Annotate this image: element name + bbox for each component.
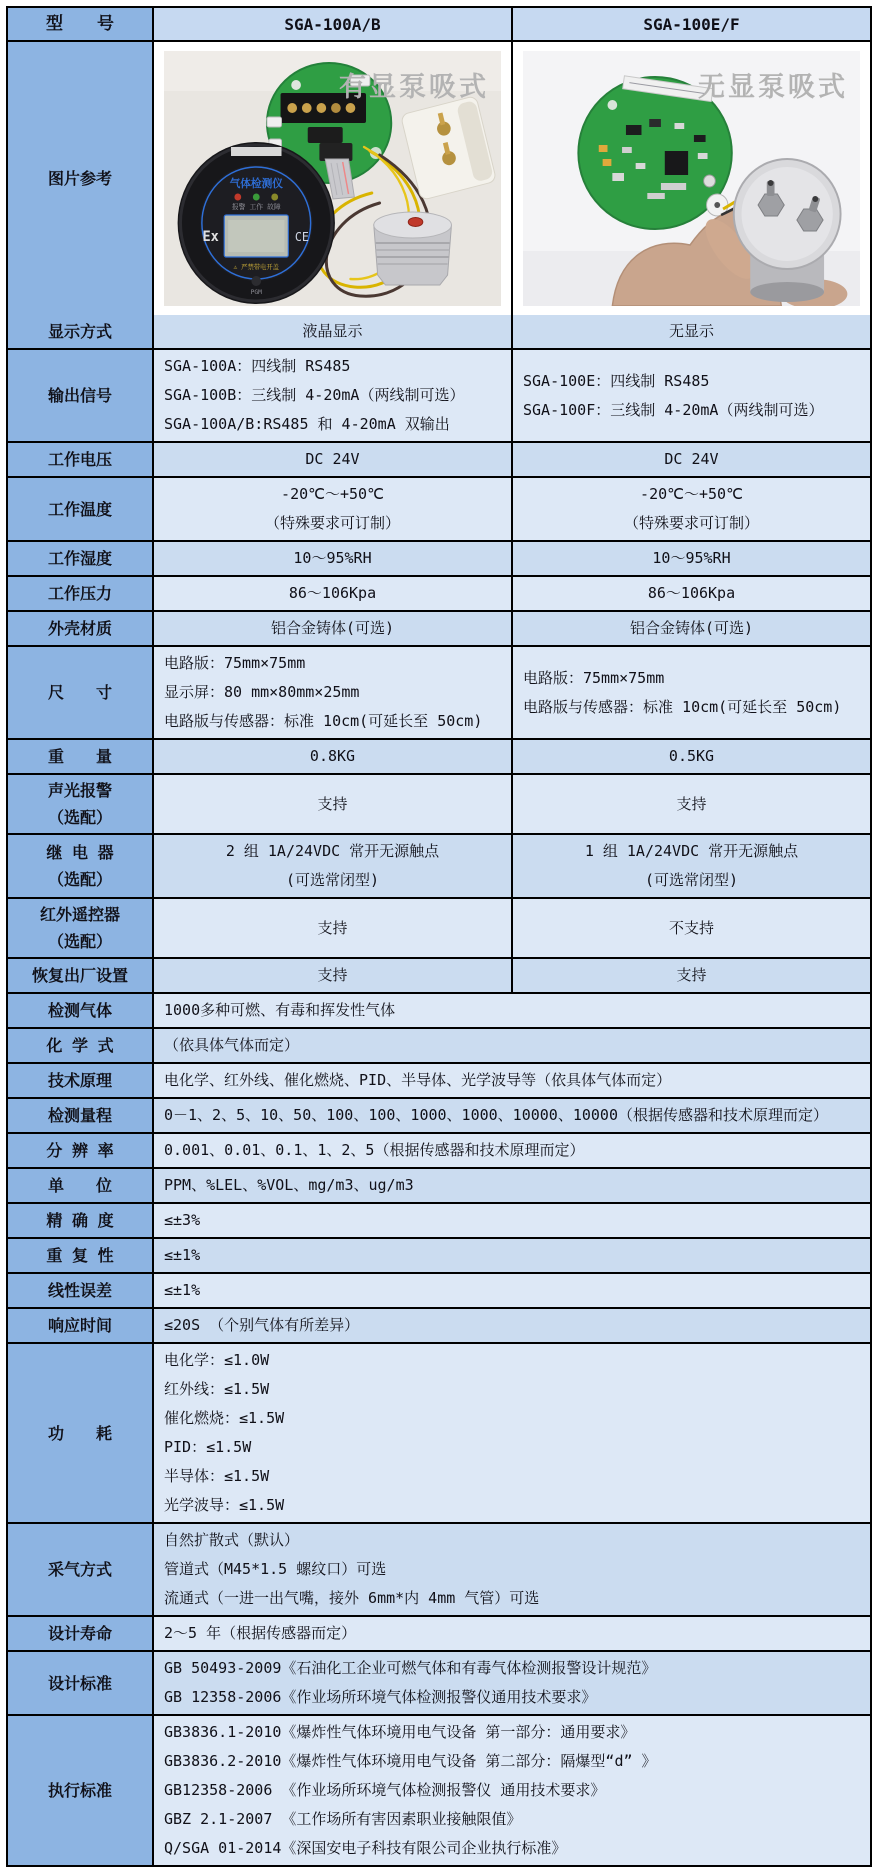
spec-row-working-voltage xyxy=(8,441,870,476)
cell-text: PID：≤1.5W xyxy=(164,1438,252,1456)
value-accuracy xyxy=(152,1204,870,1237)
value-response-time xyxy=(152,1309,870,1342)
cell-text: DC 24V xyxy=(664,450,719,468)
red-dot-icon xyxy=(408,218,423,227)
value-relay-left xyxy=(152,835,511,897)
cell-text: SGA-100F：三线制 4-20mA（两线制可选） xyxy=(523,400,824,419)
cell-text: 0.001、0.01、0.1、1、2、5（根据传感器和技术原理而定） xyxy=(164,1141,585,1159)
cell-text: 电化学：≤1.0W xyxy=(164,1351,270,1369)
value-output-signal-right xyxy=(511,350,870,441)
model-header-label xyxy=(8,8,152,40)
cell-text: 10～95%RH xyxy=(652,549,731,567)
product-photo-right xyxy=(523,51,860,306)
cell-text: 化 学 式 xyxy=(46,1036,114,1055)
cell-text: 单 位 xyxy=(47,1176,112,1195)
spec-row-unit xyxy=(8,1167,870,1202)
cell-text: 声光报警 xyxy=(47,781,112,800)
cell-text: 检测气体 xyxy=(47,1001,112,1020)
cell-text: 86～106Kpa xyxy=(288,584,377,602)
cell-text: 支持 xyxy=(676,794,707,813)
row-label-working-pressure xyxy=(8,577,152,610)
cell-text: 液晶显示 xyxy=(302,322,363,340)
cell-text: 线性误差 xyxy=(47,1281,112,1300)
spec-row-resolution xyxy=(8,1132,870,1167)
value-sound-light-alarm-right xyxy=(511,775,870,833)
pgm-button-icon xyxy=(251,276,261,286)
model-left-header xyxy=(152,8,511,40)
model-left-text: SGA-100A/B xyxy=(284,14,381,34)
value-weight-left xyxy=(152,740,511,773)
value-output-signal-left xyxy=(152,350,511,441)
cell-text: 电路版与传感器：标准 10cm(可延长至 50cm) xyxy=(523,697,842,716)
cell-text: GB 12358-2006《作业场所环境气体检测报警仪通用技术要求》 xyxy=(164,1688,597,1706)
value-weight-right xyxy=(511,740,870,773)
value-power-consumption xyxy=(152,1344,870,1522)
cell-text: 催化燃烧：≤1.5W xyxy=(164,1409,285,1427)
value-detect-gas xyxy=(152,994,870,1027)
spec-row-working-pressure xyxy=(8,575,870,610)
cell-text: 红外线：≤1.5W xyxy=(164,1380,270,1398)
spec-row-factory-reset xyxy=(8,957,870,992)
cell-text: ≤±1% xyxy=(164,1246,201,1264)
cell-text: 重 复 性 xyxy=(46,1246,114,1265)
cell-text: 设计寿命 xyxy=(47,1624,112,1643)
row-label-shell-material xyxy=(8,612,152,645)
cell-text: 响应时间 xyxy=(47,1316,112,1335)
value-dimensions-left xyxy=(152,647,511,738)
row-label-design-standard xyxy=(8,1652,152,1714)
cell-text: 工作温度 xyxy=(47,499,112,519)
header-row xyxy=(8,8,870,40)
cell-text: （特殊要求可订制） xyxy=(623,514,759,532)
cell-text: 红外遥控器 xyxy=(39,905,120,924)
row-label-unit xyxy=(8,1169,152,1202)
detector-screen-title: 气体检测仪 xyxy=(229,176,283,191)
spec-row-detect-gas xyxy=(8,992,870,1027)
cell-text: 显示方式 xyxy=(47,322,112,341)
cell-text: GB3836.2-2010《爆炸性气体环境用电气设备 第二部分：隔爆型“d” 》 xyxy=(164,1752,657,1770)
cell-text: 0.5KG xyxy=(668,747,715,765)
value-relay-right xyxy=(511,835,870,897)
spec-row-tech-principle xyxy=(8,1062,870,1097)
spec-row-sampling-method xyxy=(8,1522,870,1615)
cell-text: 工作湿度 xyxy=(47,549,112,568)
cell-text: 支持 xyxy=(317,966,348,984)
cell-text: 10～95%RH xyxy=(293,549,372,567)
detector-face-icon xyxy=(178,142,335,304)
cell-text: 重 量 xyxy=(47,747,112,766)
cell-text: 继 电 器 xyxy=(46,843,114,862)
model-right-header xyxy=(511,8,870,40)
sensor-cylinder-left-icon xyxy=(374,212,452,285)
spec-row-ir-remote xyxy=(8,897,870,957)
cell-text: 管道式（M45*1.5 螺纹口）可选 xyxy=(164,1560,387,1578)
cell-text: 铝合金铸体(可选) xyxy=(270,619,395,637)
spec-row-response-time xyxy=(8,1307,870,1342)
cell-text: 外壳材质 xyxy=(47,619,112,638)
cell-text: 0.8KG xyxy=(309,747,356,765)
spec-row-execution-standard xyxy=(8,1714,870,1865)
value-design-life xyxy=(152,1617,870,1650)
row-label-sound-light-alarm xyxy=(8,775,152,833)
row-label-working-temperature xyxy=(8,478,152,540)
work-led-icon xyxy=(253,194,260,201)
row-label-weight xyxy=(8,740,152,773)
cell-text: -20℃～+50℃ xyxy=(640,485,743,503)
value-resolution xyxy=(152,1134,870,1167)
value-dimensions-right xyxy=(511,647,870,738)
cell-text: ≤20S （个别气体有所差异） xyxy=(164,1316,360,1334)
cell-text: DC 24V xyxy=(305,450,360,468)
spec-row-dimensions xyxy=(8,645,870,738)
value-sampling-method xyxy=(152,1524,870,1615)
cell-text: 2 组 1A/24VDC 常开无源触点 xyxy=(225,842,440,860)
value-ir-remote-left xyxy=(152,899,511,957)
cell-text: 电化学、红外线、催化燃烧、PID、半导体、光学波导等（依具体气体而定） xyxy=(164,1071,672,1089)
ce-mark: CE xyxy=(294,229,309,245)
cell-text: 流通式（一进一出气嘴，接外 6mm*内 4mm 气管）可选 xyxy=(164,1589,540,1607)
spec-row-repeatability xyxy=(8,1237,870,1272)
value-working-temperature-left xyxy=(152,478,511,540)
row-label-dimensions xyxy=(8,647,152,738)
model-right-text: SGA-100E/F xyxy=(643,14,740,34)
cell-text: 检测量程 xyxy=(47,1106,112,1125)
value-chemical-formula xyxy=(152,1029,870,1062)
value-design-standard xyxy=(152,1652,870,1714)
value-ir-remote-right xyxy=(511,899,870,957)
chip-icon xyxy=(665,151,688,175)
spec-row-power-consumption xyxy=(8,1342,870,1522)
value-repeatability xyxy=(152,1239,870,1272)
cell-text: 支持 xyxy=(317,794,348,813)
cell-text: SGA-100E：四线制 RS485 xyxy=(523,371,710,390)
cell-text: 精 确 度 xyxy=(46,1211,114,1230)
value-factory-reset-right xyxy=(511,959,870,992)
row-label-linearity-error xyxy=(8,1274,152,1307)
cell-text: GBZ 2.1-2007 《工作场所有害因素职业接触限值》 xyxy=(164,1810,522,1828)
spec-row-display-mode xyxy=(8,315,870,348)
spec-row-design-standard xyxy=(8,1650,870,1714)
cell-text: 0－1、2、5、10、50、100、100、1000、1000、10000、10000（根据传感器和技术原理而定） xyxy=(164,1106,828,1124)
cell-text: GB3836.1-2010《爆炸性气体环境用电气设备 第一部分：通用要求》 xyxy=(164,1723,636,1741)
photo-cell-right xyxy=(511,42,870,315)
cell-text: （特殊要求可订制） xyxy=(264,514,400,532)
cell-text: PPM、%LEL、%VOL、mg/m3、ug/m3 xyxy=(164,1176,414,1194)
spec-row-weight xyxy=(8,738,870,773)
row-label-ir-remote xyxy=(8,899,152,957)
value-factory-reset-left xyxy=(152,959,511,992)
watermark-right: 无显泵吸式 xyxy=(698,72,848,102)
cell-text: 分 辨 率 xyxy=(46,1141,114,1160)
spec-row-output-signal xyxy=(8,348,870,441)
cell-text: 半导体：≤1.5W xyxy=(164,1467,270,1485)
cell-text: 不支持 xyxy=(668,918,714,937)
cell-text: (可选常闭型) xyxy=(644,871,739,889)
value-linearity-error xyxy=(152,1274,870,1307)
cell-text: 1000多种可燃、有毒和挥发性气体 xyxy=(164,1001,396,1019)
cell-text: 尺 寸 xyxy=(47,683,112,702)
value-detect-range xyxy=(152,1099,870,1132)
cell-text: ≤±3% xyxy=(164,1211,201,1229)
photo-row-label: 图片参考 xyxy=(8,42,152,315)
value-tech-principle xyxy=(152,1064,870,1097)
value-shell-material-left xyxy=(152,612,511,645)
cell-text: ≤±1% xyxy=(164,1281,201,1299)
cell-text: SGA-100A/B:RS485 和 4-20mA 双输出 xyxy=(164,415,450,433)
cell-text: 铝合金铸体(可选) xyxy=(629,619,754,637)
watermark-left: 有显泵吸式 xyxy=(339,72,489,102)
row-label-response-time xyxy=(8,1309,152,1342)
spec-row-chemical-formula xyxy=(8,1027,870,1062)
cell-text: 电路版：75mm×75mm xyxy=(523,668,665,687)
cell-text: 86～106Kpa xyxy=(647,584,736,602)
warning-text: ⚠ 严禁带电开盖 xyxy=(233,262,279,272)
spec-row-shell-material xyxy=(8,610,870,645)
cell-text: SGA-100A：四线制 RS485 xyxy=(164,357,351,375)
value-working-pressure-left xyxy=(152,577,511,610)
cell-text: （依具体气体而定） xyxy=(164,1036,300,1054)
row-label-factory-reset xyxy=(8,959,152,992)
spec-row-design-life xyxy=(8,1615,870,1650)
value-execution-standard xyxy=(152,1716,870,1865)
cell-text: 光学波导：≤1.5W xyxy=(164,1496,285,1514)
fault-led-icon xyxy=(271,194,278,201)
spec-row-working-humidity xyxy=(8,540,870,575)
cell-text: 设计标准 xyxy=(47,1673,112,1693)
spec-row-accuracy xyxy=(8,1202,870,1237)
row-label-tech-principle xyxy=(8,1064,152,1097)
spec-row-relay xyxy=(8,833,870,897)
cell-text: 2～5 年（根据传感器而定） xyxy=(164,1624,357,1642)
value-unit xyxy=(152,1169,870,1202)
value-working-voltage-right xyxy=(511,443,870,476)
cell-text: GB12358-2006 《作业场所环境气体检测报警仪 通用技术要求》 xyxy=(164,1781,606,1799)
value-working-temperature-right xyxy=(511,478,870,540)
spec-table xyxy=(6,6,872,1867)
row-label-display-mode xyxy=(8,315,152,348)
row-label-detect-range xyxy=(8,1099,152,1132)
cell-text: 无显示 xyxy=(668,322,714,340)
row-label-output-signal xyxy=(8,350,152,441)
row-label-working-voltage xyxy=(8,443,152,476)
ex-mark: Ex xyxy=(202,228,219,246)
photo-row xyxy=(8,40,870,315)
value-display-mode-right xyxy=(511,315,870,348)
row-label-execution-standard xyxy=(8,1716,152,1865)
spec-rows xyxy=(8,315,870,1865)
photo-cell-left xyxy=(152,42,511,315)
value-working-humidity-right xyxy=(511,542,870,575)
value-working-voltage-left xyxy=(152,443,511,476)
value-working-humidity-left xyxy=(152,542,511,575)
cell-text: 功 耗 xyxy=(47,1423,112,1443)
spec-row-linearity-error xyxy=(8,1272,870,1307)
value-working-pressure-right xyxy=(511,577,870,610)
value-shell-material-right xyxy=(511,612,870,645)
row-label-repeatability xyxy=(8,1239,152,1272)
model-header-text: 型 号 xyxy=(46,13,114,34)
row-label-working-humidity xyxy=(8,542,152,575)
cell-text: 采气方式 xyxy=(47,1560,112,1579)
cell-text: 电路版与传感器：标准 10cm(可延长至 50cm) xyxy=(164,712,483,730)
cell-text: （选配） xyxy=(47,870,112,889)
cell-text: 显示屏：80 mm×80mm×25mm xyxy=(164,683,360,701)
spec-row-detect-range xyxy=(8,1097,870,1132)
value-display-mode-left xyxy=(152,315,511,348)
cell-text: （选配） xyxy=(47,932,112,951)
row-label-relay xyxy=(8,835,152,897)
cell-text: 支持 xyxy=(676,966,707,984)
row-label-chemical-formula xyxy=(8,1029,152,1062)
cell-text: 1 组 1A/24VDC 常开无源触点 xyxy=(584,842,799,860)
row-label-accuracy xyxy=(8,1204,152,1237)
row-label-detect-gas xyxy=(8,994,152,1027)
cell-text: 执行标准 xyxy=(47,1781,112,1800)
alarm-led-icon xyxy=(234,194,241,201)
cell-text: GB 50493-2009《石油化工企业可燃气体和有毒气体检测报警设计规范》 xyxy=(164,1659,657,1677)
cell-text: SGA-100B：三线制 4-20mA（两线制可选） xyxy=(164,386,465,404)
value-sound-light-alarm-left xyxy=(152,775,511,833)
product-photo-left xyxy=(164,51,501,306)
cell-text: 电路版：75mm×75mm xyxy=(164,654,306,672)
cell-text: 支持 xyxy=(317,918,348,937)
cell-text: -20℃～+50℃ xyxy=(281,485,384,503)
cell-text: Q/SGA 01-2014《深国安电子科技有限公司企业执行标准》 xyxy=(164,1839,567,1857)
cell-text: （选配） xyxy=(47,808,112,827)
led-labels: 报警 工作 故障 xyxy=(231,202,281,212)
row-label-design-life xyxy=(8,1617,152,1650)
cell-text: 自然扩散式（默认） xyxy=(164,1531,300,1549)
cell-text: 工作压力 xyxy=(47,584,112,603)
row-label-sampling-method xyxy=(8,1524,152,1615)
cell-text: 技术原理 xyxy=(47,1071,112,1090)
cell-text: 工作电压 xyxy=(47,450,112,469)
cell-text: 恢复出厂设置 xyxy=(31,966,128,985)
cell-text: 输出信号 xyxy=(47,386,112,405)
row-label-power-consumption xyxy=(8,1344,152,1522)
spec-row-working-temperature xyxy=(8,476,870,540)
row-label-resolution xyxy=(8,1134,152,1167)
pgm-label: PGM xyxy=(250,287,262,297)
cell-text: (可选常闭型) xyxy=(285,871,380,889)
spec-row-sound-light-alarm xyxy=(8,773,870,833)
